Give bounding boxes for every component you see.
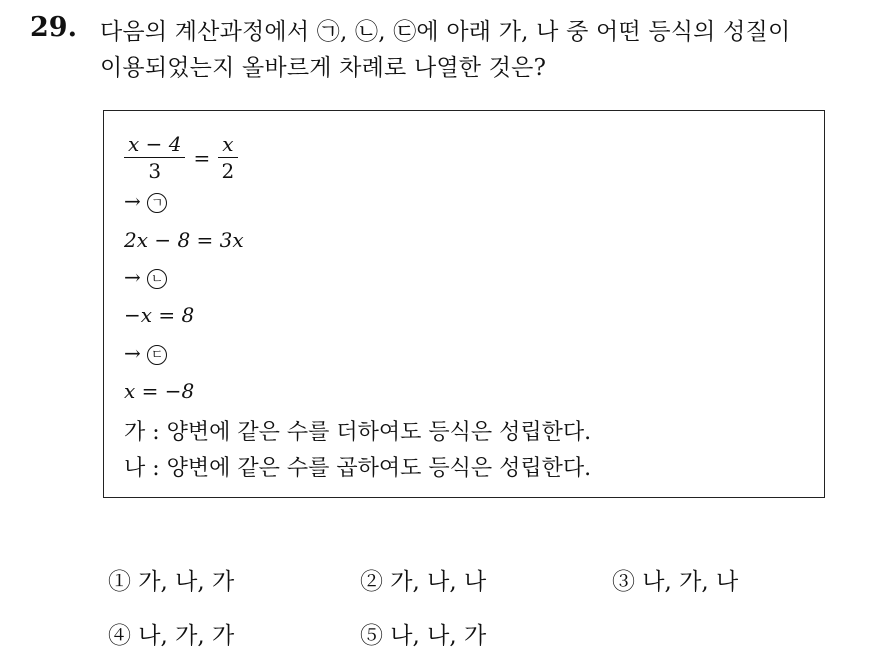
question-text-line-1: 다음의 계산과정에서 ㉠, ㉡, ㉢에 아래 가, 나 중 어떤 등식의 성질이	[100, 19, 791, 45]
rule-ga: 가 : 양변에 같은 수를 더하여도 등식은 성립한다.	[124, 420, 592, 445]
arrow-1: →	[124, 189, 141, 213]
arrow-3: →	[124, 341, 141, 365]
circled-mark-1: ㄱ	[147, 193, 167, 213]
fraction-left-denominator: 3	[148, 159, 162, 183]
calculation-box	[103, 110, 825, 498]
equation-4: x = −8	[124, 379, 195, 403]
equation-3: −x = 8	[124, 303, 195, 327]
question-text-line-2: 이용되었는지 올바르게 차례로 나열한 것은?	[100, 55, 547, 81]
question-text	[100, 14, 870, 86]
equation-2: 2x − 8 = 3x	[124, 228, 244, 252]
circled-mark-2: ㄴ	[147, 269, 167, 289]
step-2	[124, 265, 167, 289]
fraction-left	[124, 131, 185, 184]
equals-sign: =	[193, 145, 211, 170]
fraction-left-numerator: x − 4	[124, 131, 185, 158]
fraction-right-denominator: 2	[221, 159, 235, 183]
choice-4[interactable]: ④ 나, 가, 가	[108, 623, 235, 649]
fraction-right	[218, 131, 237, 184]
choice-2[interactable]: ② 가, 나, 나	[360, 569, 487, 595]
choice-5[interactable]: ⑤ 나, 나, 가	[360, 623, 487, 649]
fraction-right-numerator: x	[218, 131, 237, 158]
step-3	[124, 341, 167, 365]
arrow-2: →	[124, 265, 141, 289]
choice-3[interactable]: ③ 나, 가, 나	[612, 569, 739, 595]
rule-na: 나 : 양변에 같은 수를 곱하여도 등식은 성립한다.	[124, 456, 592, 481]
step-1	[124, 189, 167, 213]
circled-mark-3: ㄷ	[147, 345, 167, 365]
equation-1	[124, 131, 238, 184]
choice-1[interactable]: ① 가, 나, 가	[108, 569, 235, 595]
question-number: 29.	[30, 12, 77, 43]
